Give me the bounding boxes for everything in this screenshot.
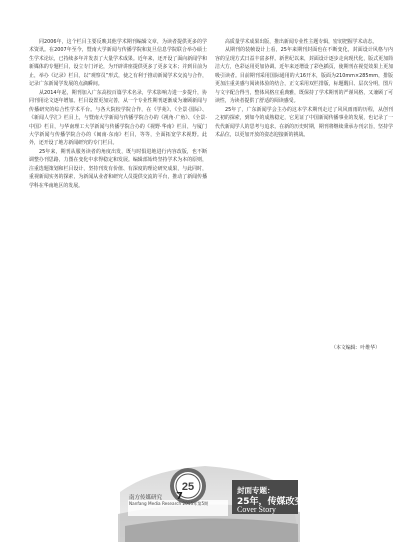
journal-name-en: Nanfang Media Research 2015年第5期: [129, 501, 209, 506]
section-title-en: Cover Story: [237, 505, 276, 514]
article-paragraph: 高质量学术成果出版，推出新闻专业性主题专辑，密切把握学术动态。: [225, 39, 378, 45]
article-paragraph: 从期刊的装帧设计上看，25年来期刊封面也在不断变化，封面设计风格与内容的呈现方式日益丰富多样。新世纪以来，封面设计逐步走向现代化，版式更加简洁大方，色彩运用更加协调。近年来还增设了彩色插页，使期刊在视觉效果上更加吸引读者。目前期刊采用国际通用的大16开本，版面为210mm×285mm，排版更加注重美感与阅读体验的结合，正文采用双栏排版，标题醒目、层次分明，图片与文字配合得当，整体风格庄重典雅，既保持了学术期刊的严谨风格，又兼顾了可读性，为读者提供了舒适的阅读感受。: [215, 47, 393, 105]
journal-name-cn: 南方传媒研究: [129, 495, 163, 501]
footer-landscape-graphic: [0, 452, 418, 542]
article-paragraph: 25年了，广东新闻学会主办的这本学术期刊走过了风风雨雨的历程，从创刊之初的探索，到如今的成熟稳定，它见证了中国新闻传播事业的发展，也记录了一代代新闻学人的思考与追求。在新的历史时期，期刊将继续秉承办刊宗旨，坚持学术品位，以更加开放的姿态迎接新的挑战。: [215, 106, 393, 138]
page-number: 7: [176, 491, 183, 502]
anniversary-emblem: [168, 466, 208, 506]
article-paragraph: 同2006年，这个栏目主要反映其他学术期刊编辑文章，为读者提供更多的学术资讯。在2007年至今，暨南大学新闻与传播学院和复旦信息学院联合举办硕士生学术论坛，已持续多年并发表了大量学术成果。近年来，还开设了面向新闻学和新媒体的专题栏目，设立专门评论，为开辟讲座提供更多了更多文本；并到目前为止，举办《记录》栏目，以“观察员”形式，使之有利于推动新闻学术交流与合作，记录广东新闻学发展的点滴瞬间。: [29, 39, 207, 88]
section-label: 封面专题：: [237, 486, 275, 495]
svg-text:25: 25: [181, 481, 195, 493]
article-left-column: [29, 38, 207, 190]
page-footer: [0, 452, 418, 542]
article-paragraph: 25年来，期刊从服务读者的角度出发，既与时俱进地进行内容改版，也不断调整办刊思路，力图在变化中求得稳定和发展。编辑部始终坚持学术为本的原则，注重选题策划和栏目设计，坚持刊发有价值、有深度的理论研究成果，与此同时，重视新闻实务的探索，为新闻从业者和研究人员提供交流的平台，推动了新闻传播学科在华南地区的发展。: [29, 148, 207, 189]
article-paragraph: 从2014年起，期刊加入广东高校百篇学术名录，学术影响力进一步提升，协同刊用论文逐年增加。栏目设置更加完善，从一个专业性期刊逐渐成为兼顾新闻与传播研究的综合性学术平台。与各大院校学院合作，在《学苑》、《全景·国际》、《新闻人学汇》栏目上，与暨南大学新闻与传播学院合办的《视角·广角》、《全景·中国》栏目，与华南理工大学新闻与传播学院合办的《视野·华南》栏目，与厦门大学新闻与传播学院合办的《闽南·东南》栏目，等等，全面拓宽学术视野。此外，还开设了地方新闻研究的专门栏目。: [29, 89, 207, 147]
editor-credit: （本文编辑：叶维华）: [331, 345, 380, 351]
section-title: 25年，传媒改变了什么？: [237, 497, 340, 507]
article-right-column: [215, 38, 393, 139]
